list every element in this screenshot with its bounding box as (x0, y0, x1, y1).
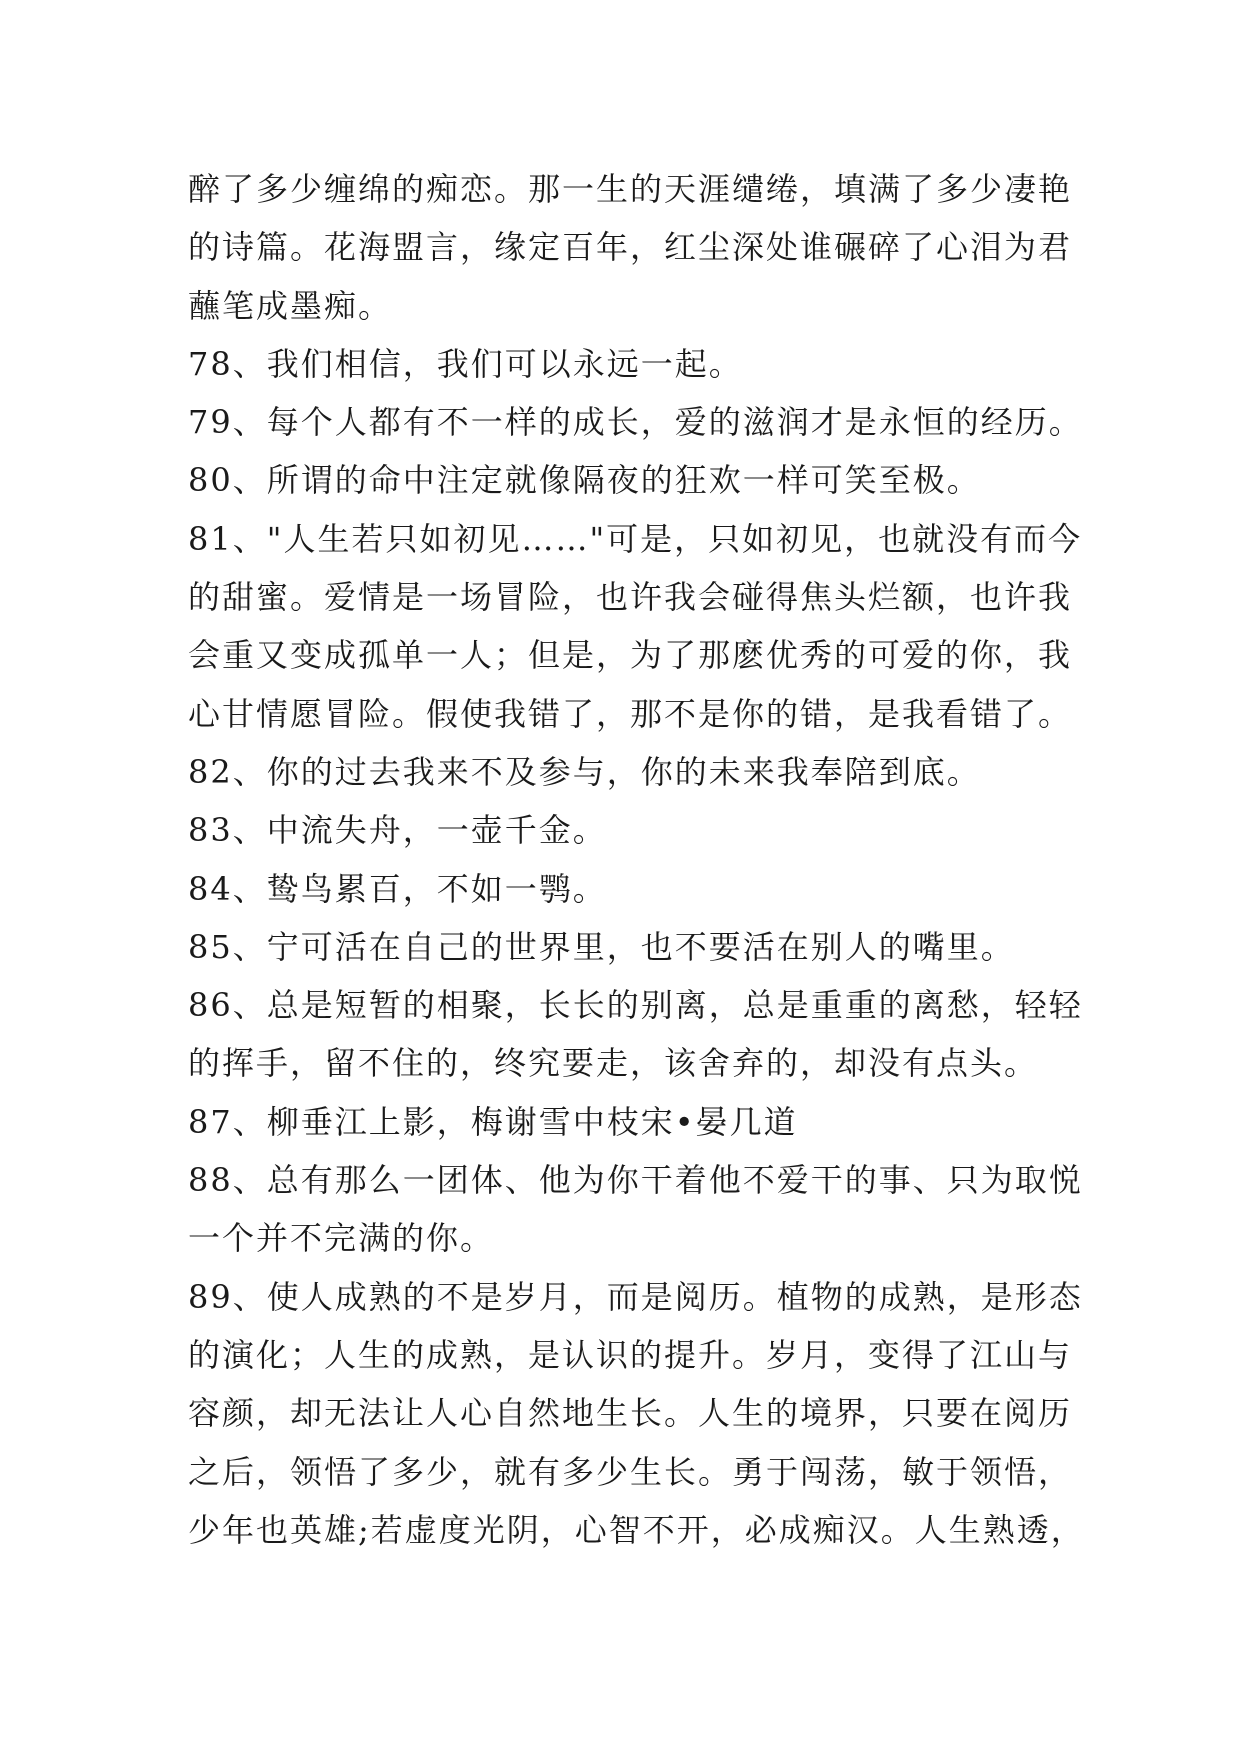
text-line: 会重又变成孤单一人；但是，为了那麽优秀的可爱的你，我 (188, 636, 1073, 675)
text-line: 的挥手，留不住的，终究要走，该舍弃的，却没有点头。 (188, 1044, 1039, 1083)
text-line: 88、总有那么一团体、他为你干着他不爱干的事、只为取悦 (188, 1161, 1083, 1200)
text-line: 的演化；人生的成熟，是认识的提升。岁月，变得了江山与 (188, 1335, 1073, 1374)
text-line: 82、你的过去我来不及参与，你的未来我奉陪到底。 (188, 752, 981, 791)
text-line: 一个并不完满的你。 (188, 1219, 495, 1258)
text-line: 85、宁可活在自己的世界里，也不要活在别人的嘴里。 (188, 927, 1015, 966)
text-line: 83、中流失舟，一壶千金。 (188, 811, 607, 850)
text-line: 81、"人生若只如初见……"可是，只如初见，也就没有而今 (188, 519, 1083, 558)
text-line: 醉了多少缠绵的痴恋。那一生的天涯缱绻，填满了多少凄艳 (188, 170, 1073, 208)
text-line: 的甜蜜。爱情是一场冒险，也许我会碰得焦头烂额，也许我 (188, 578, 1073, 617)
text-line: 89、使人成熟的不是岁月，而是阅历。植物的成熟，是形态 (188, 1277, 1083, 1316)
text-line: 容颜，却无法让人心自然地生长。人生的境界，只要在阅历 (188, 1394, 1073, 1433)
text-line: 86、总是短暂的相聚，长长的别离，总是重重的离愁，轻轻 (188, 986, 1083, 1025)
text-line: 的诗篇。花海盟言，缘定百年，红尘深处谁碾碎了心泪为君 (188, 228, 1073, 267)
text-line: 78、我们相信，我们可以永远一起。 (188, 344, 743, 383)
text-line: 少年也英雄;若虚度光阴，心智不开，必成痴汉。人生熟透， (188, 1510, 1085, 1549)
text-line: 80、所谓的命中注定就像隔夜的狂欢一样可笑至极。 (188, 461, 981, 500)
document-body (188, 160, 1085, 1559)
text-line: 79、每个人都有不一样的成长，爱的滋润才是永恒的经历。 (188, 403, 1083, 442)
text-line: 蘸笔成墨痴。 (188, 286, 393, 325)
text-line: 87、柳垂江上影，梅谢雪中枝宋•晏几道 (188, 1102, 798, 1141)
text-line: 84、鸷鸟累百，不如一鹗。 (188, 869, 607, 908)
text-line: 之后，领悟了多少，就有多少生长。勇于闯荡，敏于领悟， (188, 1452, 1073, 1491)
text-line: 心甘情愿冒险。假使我错了，那不是你的错，是我看错了。 (188, 694, 1073, 733)
